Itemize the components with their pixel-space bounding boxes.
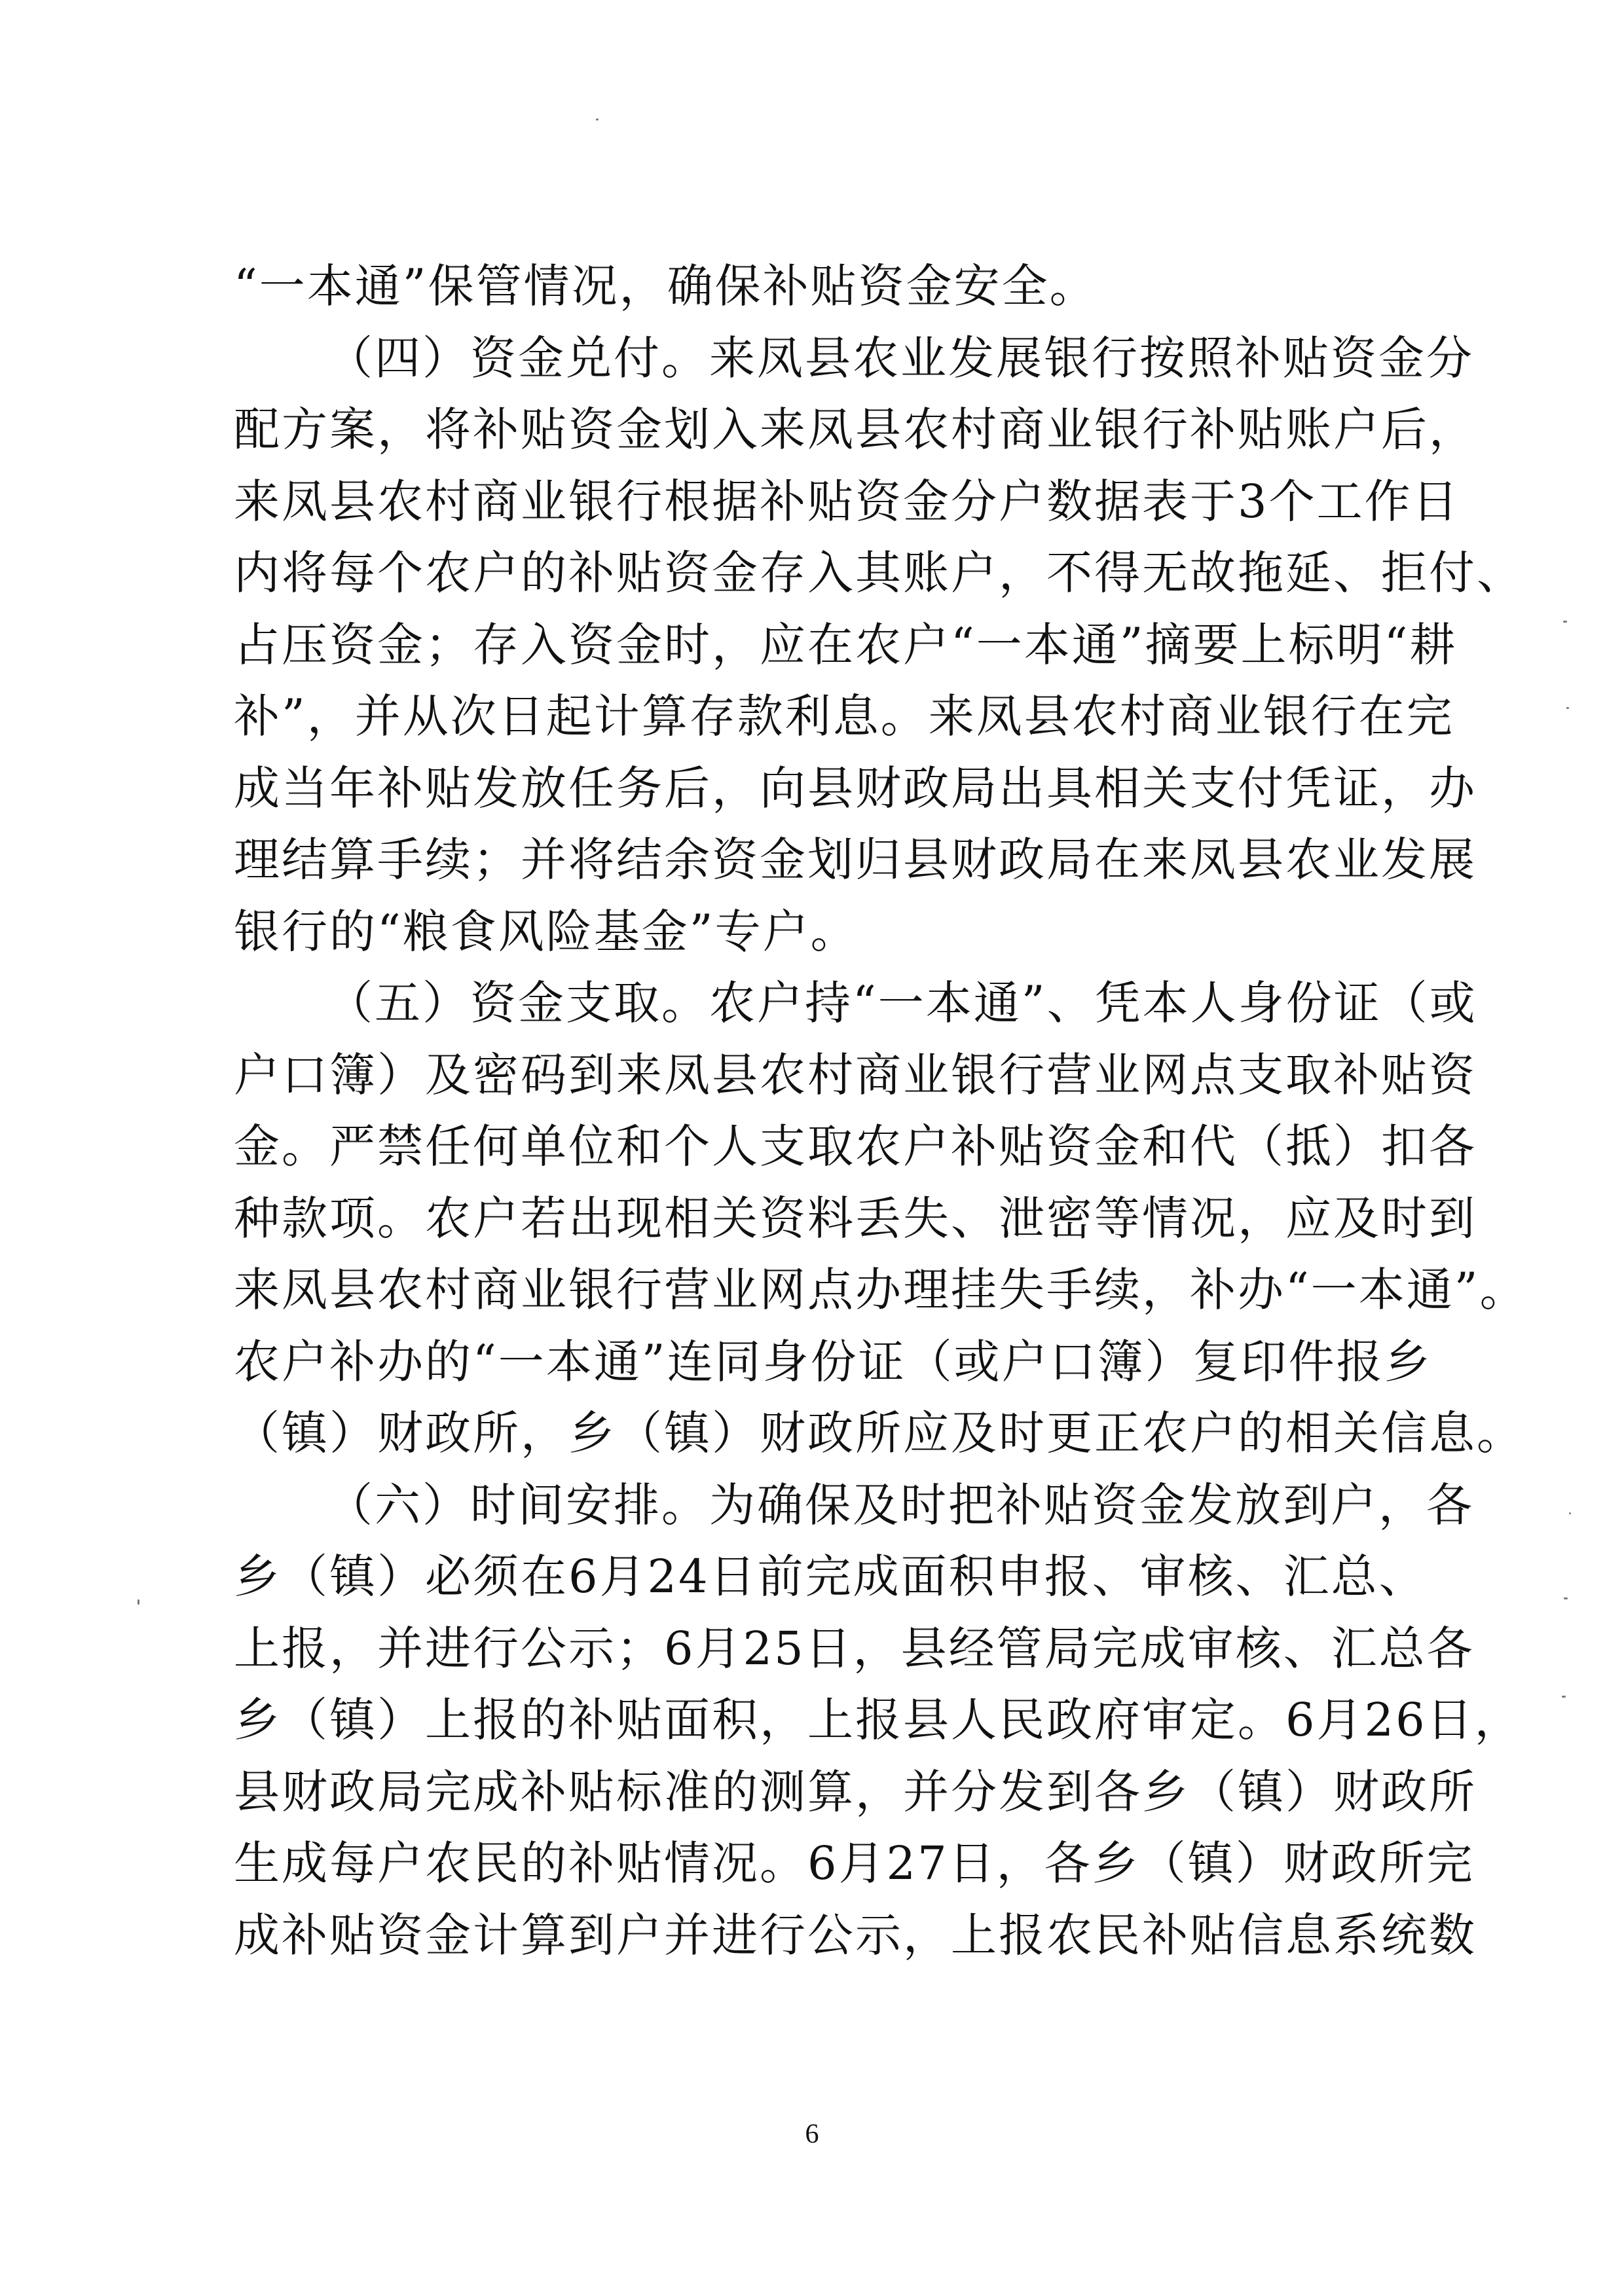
text-line: （六）时间安排。为确保及时把补贴资金发放到户，各 xyxy=(327,1478,1474,1532)
text-line: 内将每个农户的补贴资金存入其账户，不得无故拖延、拒付、 xyxy=(234,546,1524,600)
text-line: 占压资金；存入资金时，应在农户“一本通”摘要上标明“耕 xyxy=(234,617,1458,672)
text-line: 乡（镇）上报的补贴面积，上报县人民政府审定。6月26日， xyxy=(234,1693,1522,1747)
scan-speck xyxy=(138,1599,139,1605)
text-line: 农户补办的“一本通”连同身份证（或户口簿）复印件报乡 xyxy=(234,1334,1432,1389)
scan-speck xyxy=(1563,621,1567,623)
scan-speck xyxy=(1566,707,1569,709)
text-line: 生成每户农民的补贴情况。6月27日，各乡（镇）财政所完 xyxy=(234,1836,1475,1890)
page-number: 6 xyxy=(805,2119,819,2149)
text-line: 种款项。农户若出现相关资料丢失、泄密等情况，应及时到 xyxy=(234,1191,1477,1245)
text-line: 来凤县农村商业银行营业网点办理挂失手续，补办“一本通”。 xyxy=(234,1263,1528,1317)
text-line: 补”，并从次日起计算存款利息。来凤县农村商业银行在完 xyxy=(234,689,1454,743)
text-line: 配方案，将补贴资金划入来凤县农村商业银行补贴账户后， xyxy=(234,403,1477,456)
text-line: 银行的“粮食风险基金”专户。 xyxy=(234,904,858,958)
scan-speck xyxy=(1569,1512,1571,1514)
text-line: 金。严禁任何单位和个人支取农户补贴资金和代（抵）扣各 xyxy=(234,1120,1477,1173)
text-line: 户口簿）及密码到来凤县农村商业银行营业网点支取补贴资 xyxy=(234,1048,1477,1102)
text-line: 成当年补贴发放任务后，向县财政局出具相关支付凭证，办 xyxy=(234,761,1477,815)
body-text xyxy=(234,251,1528,1971)
scan-speck xyxy=(596,118,599,120)
text-line: 理结算手续；并将结余资金划归县财政局在来凤县农业发展 xyxy=(234,833,1477,886)
text-line: 上报，并进行公示；6月25日，县经管局完成审核、汇总各 xyxy=(234,1621,1475,1675)
text-line: 乡（镇）必须在6月24日前完成面积申报、审核、汇总、 xyxy=(234,1550,1427,1603)
text-line: 来凤县农村商业银行根据补贴资金分户数据表于3个工作日 xyxy=(234,474,1460,528)
text-line: （镇）财政所，乡（镇）财政所应及时更正农户的相关信息。 xyxy=(234,1406,1524,1460)
text-line: 成补贴资金计算到户并进行公示，上报农民补贴信息系统数 xyxy=(234,1908,1477,1962)
text-line: 县财政局完成补贴标准的测算，并分发到各乡（镇）财政所 xyxy=(234,1764,1477,1819)
text-line: “一本通”保管情况，确保补贴资金安全。 xyxy=(234,259,1098,313)
scan-speck xyxy=(1562,1696,1566,1698)
scan-speck xyxy=(1564,1597,1568,1599)
text-line: （四）资金兑付。来凤县农业发展银行按照补贴资金分 xyxy=(327,331,1474,385)
text-line: （五）资金支取。农户持“一本通”、凭本人身份证（或 xyxy=(327,976,1477,1030)
